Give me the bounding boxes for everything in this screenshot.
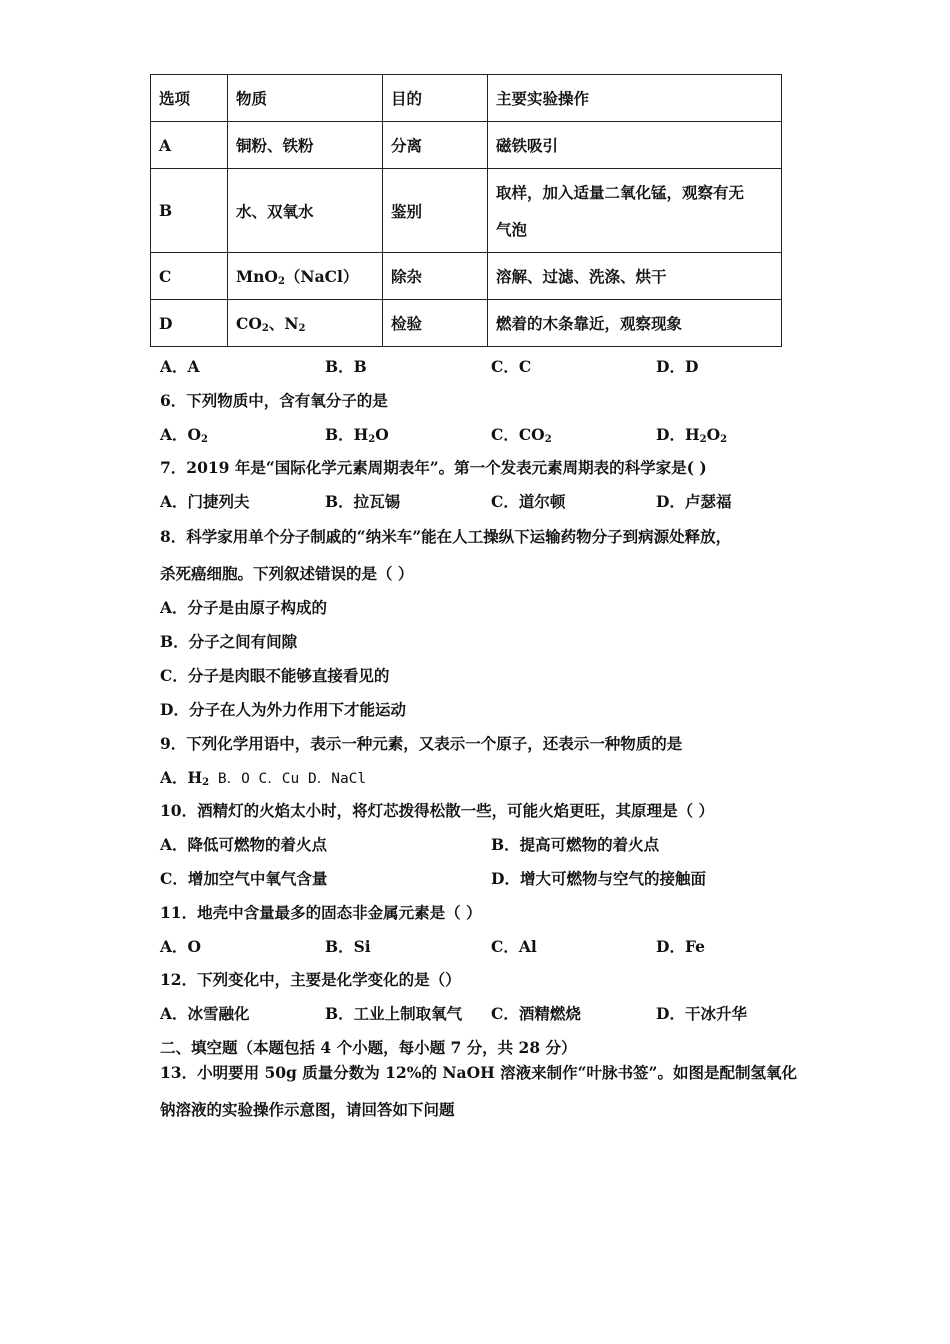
q7-option-a: A．门捷列夫 xyxy=(160,492,250,511)
q5-option-a: A．A xyxy=(160,357,200,376)
table-cell: 燃着的木条靠近，观察现象 xyxy=(488,300,782,347)
table-cell: 溶解、过滤、洗涤、烘干 xyxy=(488,253,782,300)
subscript: 2 xyxy=(261,323,269,334)
subscript: 2 xyxy=(202,777,210,788)
q7-option-d: D．卢瑟福 xyxy=(656,492,732,511)
table-cell: 除杂 xyxy=(383,253,488,300)
table-row xyxy=(151,253,782,300)
q6-option-a xyxy=(160,423,208,445)
q12-option-c: C．酒精燃烧 xyxy=(491,1004,581,1023)
q8-option-b: B．分子之间有间隙 xyxy=(160,632,298,651)
q10-option-c: C．增加空气中氧气含量 xyxy=(160,869,328,888)
table-row xyxy=(151,300,782,347)
q5-option-b: B．B xyxy=(325,357,367,376)
q7-stem: 7．2019 年是“国际化学元素周期表年”。第一个发表元素周期表的科学家是( ) xyxy=(160,458,707,477)
q6-option-d xyxy=(656,423,727,445)
option-text: B．H xyxy=(325,425,369,444)
subscript: 2 xyxy=(699,434,707,445)
q13-stem-line2: 钠溶液的实验操作示意图，请回答如下问题 xyxy=(160,1100,455,1119)
q7-option-c: C．道尔顿 xyxy=(491,492,566,511)
q8-option-d: D．分子在人为外力作用下才能运动 xyxy=(160,700,406,719)
option-text: C．CO xyxy=(491,425,545,444)
q9-options xyxy=(160,766,366,788)
q8-option-c: C．分子是肉眼不能够直接看见的 xyxy=(160,666,390,685)
experiment-table xyxy=(150,74,782,347)
table-cell: A xyxy=(151,122,228,169)
q8-option-a: A．分子是由原子构成的 xyxy=(160,598,328,617)
subscript: 2 xyxy=(368,434,376,445)
formula-text: 、N xyxy=(268,314,299,333)
q11-stem: 11．地壳中含量最多的固态非金属元素是（ ） xyxy=(160,903,482,922)
table-cell: 分离 xyxy=(383,122,488,169)
table-cell: 检验 xyxy=(383,300,488,347)
table-cell: 水、双氧水 xyxy=(228,169,383,253)
q11-option-d: D．Fe xyxy=(656,937,705,956)
q8-stem-line1: 8．科学家用单个分子制戚的“纳米车”能在人工操纵下运输药物分子到病源处释放， xyxy=(160,527,732,546)
option-text: A．O xyxy=(160,425,202,444)
subscript: 2 xyxy=(201,434,208,445)
q10-option-b: B．提高可燃物的着火点 xyxy=(491,835,660,854)
q8-stem-line2: 杀死癌细胞。下列叙述错误的是（ ） xyxy=(160,564,414,583)
table-cell xyxy=(228,253,383,300)
subscript: 2 xyxy=(544,434,552,445)
q7-option-b: B．拉瓦锡 xyxy=(325,492,401,511)
table-row xyxy=(151,122,782,169)
table-cell: 铜粉、铁粉 xyxy=(228,122,383,169)
table-cell: C xyxy=(151,253,228,300)
q9-stem: 9．下列化学用语中，表示一种元素，又表示一个原子，还表示一种物质的是 xyxy=(160,734,683,753)
option-text: A．H xyxy=(160,768,203,787)
q12-stem: 12．下列变化中，主要是化学变化的是（） xyxy=(160,970,461,989)
subscript: 2 xyxy=(720,434,728,445)
q10-stem: 10．酒精灯的火焰太小时，将灯芯拨得松散一些，可能火焰更旺，其原理是（ ） xyxy=(160,801,714,820)
q6-stem: 6．下列物质中，含有氧分子的是 xyxy=(160,391,388,410)
table-cell: B xyxy=(151,169,228,253)
q10-option-a: A．降低可燃物的着火点 xyxy=(160,835,328,854)
option-text: B．O C．Cu D．NaCl xyxy=(209,771,367,787)
table-header-cell: 主要实验操作 xyxy=(488,75,782,122)
formula-text: （NaCl） xyxy=(284,267,359,286)
table-cell: 鉴别 xyxy=(383,169,488,253)
table-header-cell: 物质 xyxy=(228,75,383,122)
option-text: O xyxy=(375,425,389,444)
cell-line: 取样，加入适量二氧化锰，观察有无 xyxy=(496,182,745,202)
table-header-row xyxy=(151,75,782,122)
subscript: 2 xyxy=(277,276,285,287)
q12-option-d: D．干冰升华 xyxy=(656,1004,747,1023)
q11-option-b: B．Si xyxy=(325,937,371,956)
option-text: D．H xyxy=(656,425,700,444)
section-heading: 二、填空题（本题包括 4 个小题，每小题 7 分，共 28 分） xyxy=(160,1038,577,1057)
q6-option-c xyxy=(491,423,552,445)
table-header-cell: 选项 xyxy=(151,75,228,122)
formula-text: MnO xyxy=(236,267,278,286)
q5-option-c: C．C xyxy=(491,357,532,376)
q10-option-d: D．增大可燃物与空气的接触面 xyxy=(491,869,706,888)
q5-option-d: D．D xyxy=(656,357,699,376)
q12-option-a: A．冰雪融化 xyxy=(160,1004,250,1023)
table-cell xyxy=(488,169,782,253)
q11-option-a: A．O xyxy=(160,937,202,956)
table-cell xyxy=(228,300,383,347)
cell-line: 气泡 xyxy=(496,219,528,239)
table-row xyxy=(151,169,782,253)
table-cell: D xyxy=(151,300,228,347)
option-text: O xyxy=(706,425,721,444)
q12-option-b: B．工业上制取氧气 xyxy=(325,1004,463,1023)
table-header-cell: 目的 xyxy=(383,75,488,122)
formula-text: CO xyxy=(236,314,262,333)
q11-option-c: C．Al xyxy=(491,937,537,956)
table-cell: 磁铁吸引 xyxy=(488,122,782,169)
q6-option-b xyxy=(325,423,389,445)
q13-stem-line1: 13．小明要用 50g 质量分数为 12%的 NaOH 溶液来制作“叶脉书签”。如图是配制氢氧化 xyxy=(160,1063,797,1082)
subscript: 2 xyxy=(298,323,306,334)
